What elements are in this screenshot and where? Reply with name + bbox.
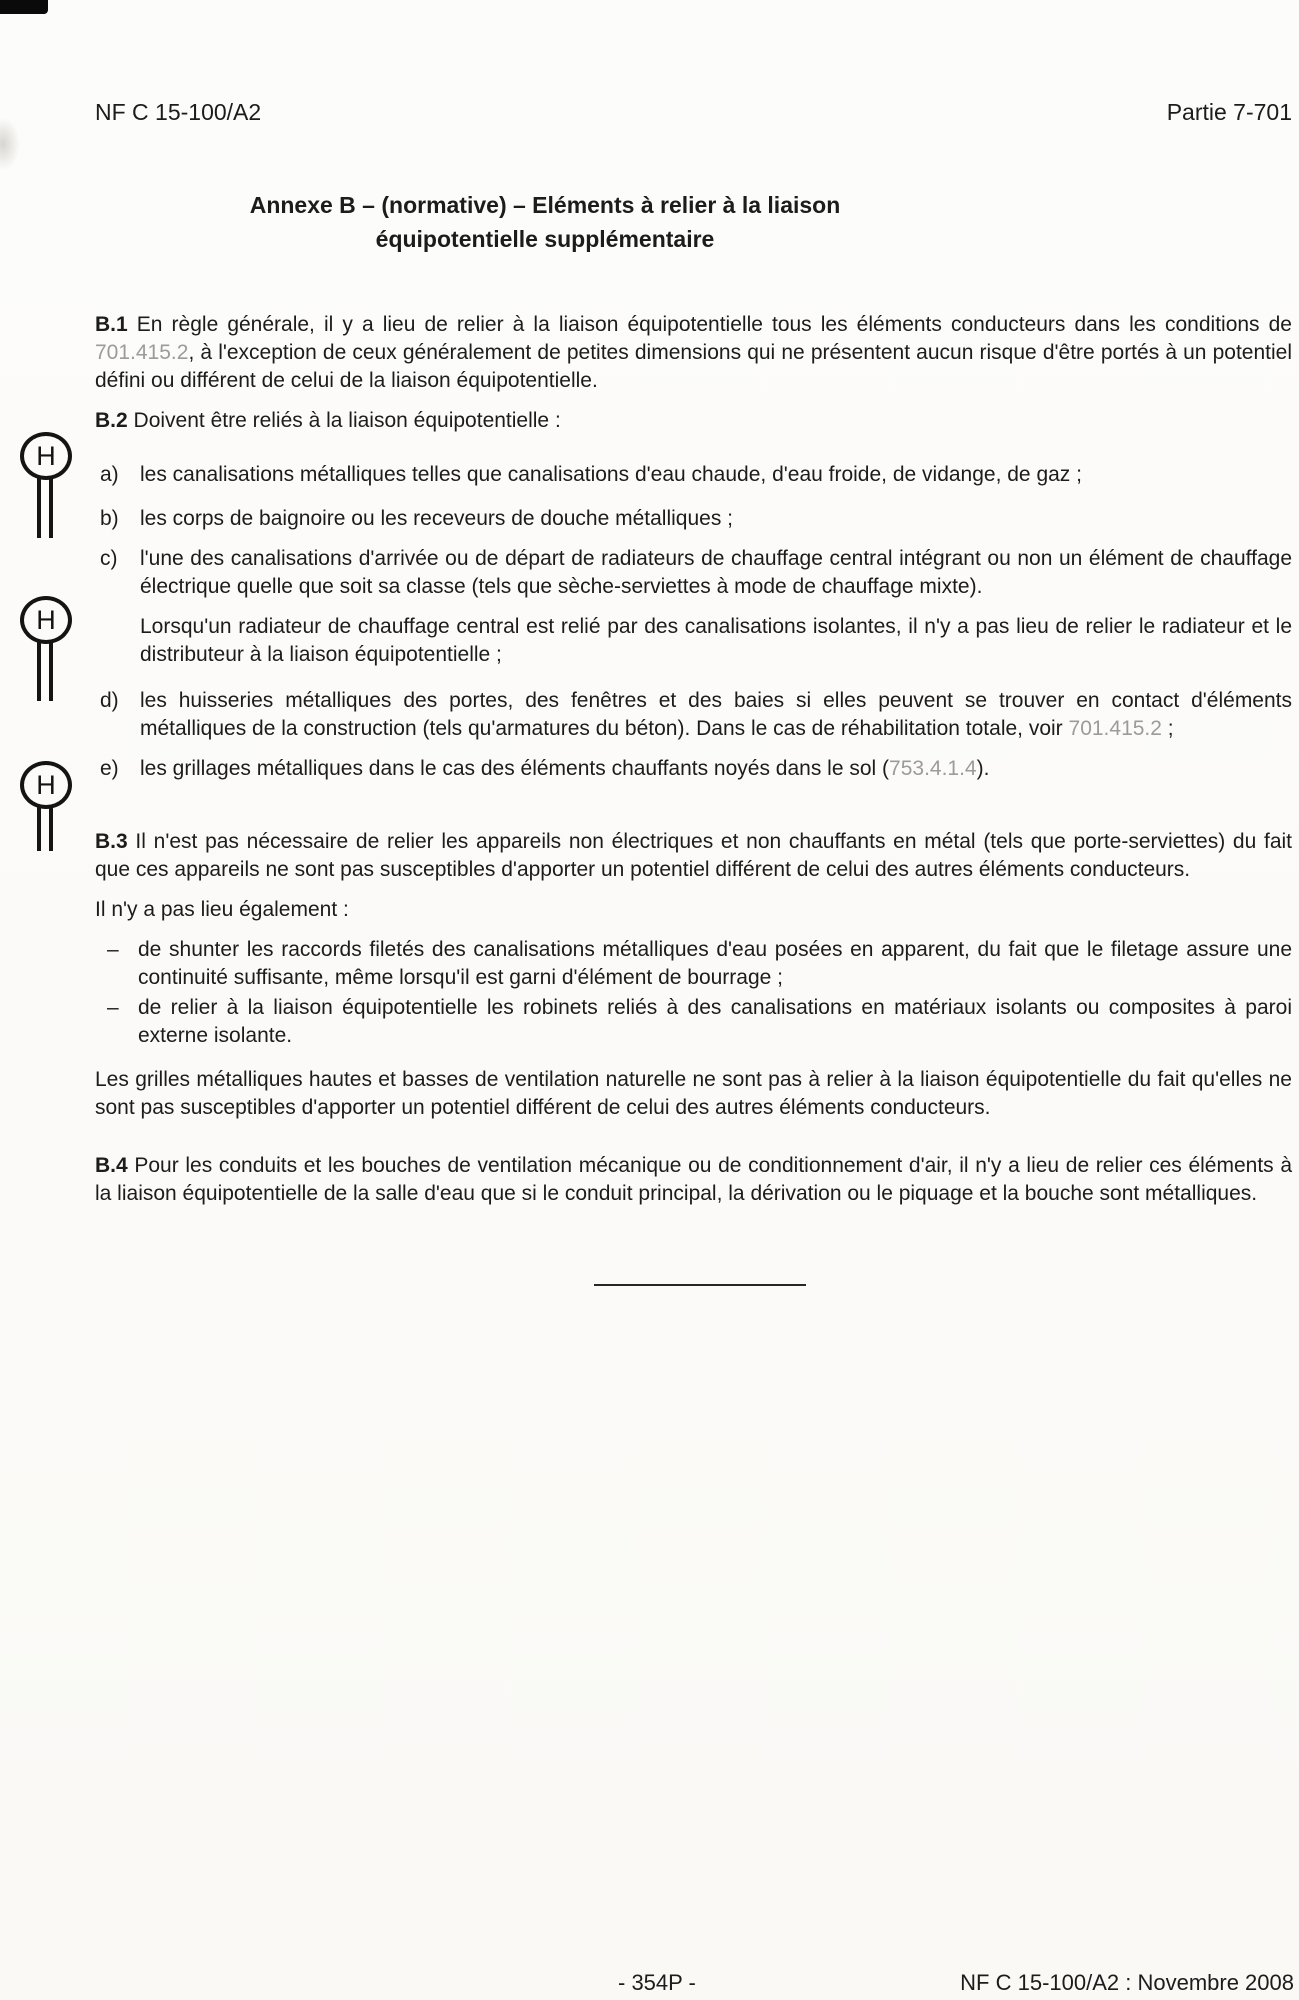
section-label-b4: B.4 [95,1154,128,1177]
h-marker-letter: H [36,440,56,471]
section-label-b1: B.1 [95,313,128,336]
item-marker: e) [100,757,119,780]
h-marker-letter: H [36,604,56,635]
dash-list-item [95,936,1292,992]
cross-reference: 753.4.1.4 [889,757,977,780]
annex-title-line1: Annexe B – (normative) – Eléments à relier à la liaison [249,192,841,218]
item-text: les huisseries métalliques des portes, des fenêtres et des baies si elles peuvent se trouver en contact d'éléments métalliques de la construction (tels qu'armatures du béton). Dans le cas de réhabilitation totale, voir [140,689,1292,740]
dash-marker: – [107,938,119,961]
section-b3 [95,828,1292,884]
h-marker-letter: H [36,769,56,800]
section-label-b2: B.2 [95,409,128,432]
scan-corner-mark [0,0,48,14]
item-text: l'une des canalisations d'arrivée ou de départ de radiateurs de chauffage central intégrant ou non un élément de chauffage électrique quelle que soit sa classe (tels que sèche-serviettes à mode de chauffage mixte). [140,547,1292,598]
section-b1 [95,311,1292,395]
item-text-after: ). [976,757,990,780]
annex-title-line2: équipotentielle supplémentaire [375,226,715,252]
b3-also-intro: Il n'y a pas lieu également : [95,898,349,921]
page-body [0,98,1299,1286]
item-text: les grillages métalliques dans le cas des éléments chauffants noyés dans le sol ( [140,757,890,780]
b2-intro-text: Doivent être reliés à la liaison équipotentielle : [133,409,561,432]
section-b2-intro [95,407,1292,435]
list-item-c [95,545,1292,601]
item-text: les corps de baignoire ou les receveurs de douche métalliques ; [140,507,734,530]
dash-list-item [95,994,1292,1050]
item-marker: c) [100,547,118,570]
list-item-e [95,755,1292,783]
header-part-number: Partie 7-701 [1166,99,1292,125]
item-text-after: ; [1161,717,1174,740]
list-item-b [95,505,1292,533]
cross-reference: 701.415.2 [1068,717,1162,740]
b1-text: En règle générale, il y a lieu de relier à la liaison équipotentielle tous les éléments conducteurs dans les conditions de [136,313,1292,336]
b3-text: Il n'est pas nécessaire de relier les appareils non électriques et non chauffants en métal (tels que porte-serviettes) du fait que ces appareils ne sont pas susceptibles d'apporter un potentiel différent de celui des autres éléments conducteurs. [95,830,1292,881]
item-marker: a) [100,463,119,486]
end-divider [594,1284,806,1286]
annex-title [95,188,995,256]
list-item-a [95,461,1292,489]
item-marker: d) [100,689,119,712]
page-header [95,98,1292,126]
dash-item-text: de relier à la liaison équipotentielle les robinets reliés à des canalisations en matériaux isolants ou composites à paroi externe isolante. [138,996,1292,1047]
item-marker: b) [100,507,119,530]
cross-reference: 701.415.2 [95,341,189,364]
b3-closing-paragraph: Les grilles métalliques hautes et basses de ventilation naturelle ne sont pas à relier à la liaison équipotentielle du fait qu'elles ne sont pas susceptibles d'apporter un potentiel différent de celui des autres éléments conducteurs. [95,1068,1292,1119]
dash-marker: – [107,996,119,1019]
section-label-b3: B.3 [95,830,128,853]
header-document-reference: NF C 15-100/A2 [95,99,262,125]
footer-page-number: - 354P - [618,1970,696,1995]
item-c-note: Lorsqu'un radiateur de chauffage central est relié par des canalisations isolantes, il n'y a pas lieu de relier le radiateur et le distributeur à la liaison équipotentielle ; [140,615,1292,666]
list-item-d [95,687,1292,743]
item-text: les canalisations métalliques telles que canalisations d'eau chaude, d'eau froide, de vidange, de gaz ; [140,463,1082,486]
dash-item-text: de shunter les raccords filetés des canalisations métalliques d'eau posées en apparent, du fait que le filetage assure une continuité suffisante, même lorsqu'il est garni d'élément de bourrage ; [138,938,1292,989]
b1-text-after: , à l'exception de ceux généralement de petites dimensions qui ne présentent aucun risque d'être portés à un potentiel défini ou différent de celui de la liaison équipotentielle. [95,341,1292,392]
section-b4 [95,1152,1292,1208]
b4-text: Pour les conduits et les bouches de ventilation mécanique ou de conditionnement d'air, il n'y a lieu de relier ces éléments à la liaison équipotentielle de la salle d'eau que si le conduit principal, la dérivation ou le piquage et la bouche sont métalliques. [95,1154,1292,1205]
footer-edition: NF C 15-100/A2 : Novembre 2008 [960,1970,1294,1995]
